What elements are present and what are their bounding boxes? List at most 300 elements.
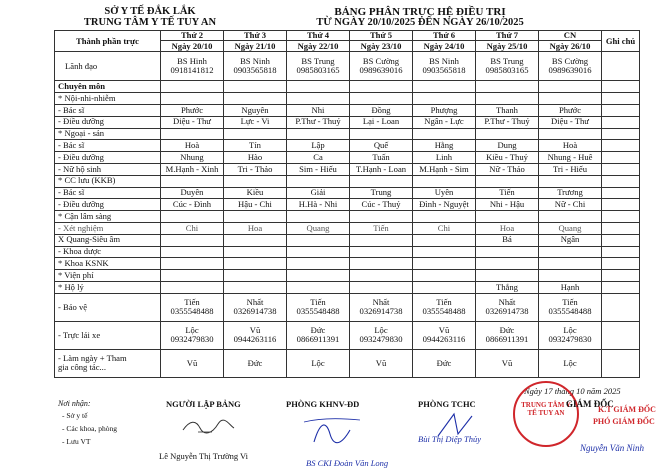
duty-row [55,175,640,187]
table-cell: Tín [224,140,287,152]
driver-row [55,321,640,349]
note-cell [602,152,640,164]
leader-phone: 0903565818 [422,65,466,76]
table-cell [350,211,413,223]
table-cell [413,175,476,187]
table-cell [539,293,602,321]
table-cell [161,81,224,93]
tchc-name: Bùi Thị Diệp Thủy [418,434,482,444]
row-label: - Bảo vệ [55,293,161,321]
document-title: BẢNG PHÂN TRỰC HỆ ĐIỀU TRỊ [334,6,506,18]
table-cell: Đức [224,349,287,377]
component-column-header: Thành phần trực [55,31,161,52]
table-cell [476,293,539,321]
note-cell [602,293,640,321]
table-cell: Lộc [539,349,602,377]
driver-name: Lộc [374,324,388,335]
note-cell [602,81,640,93]
note-cell [602,93,640,105]
row-label: Lãnh đạo [55,52,161,81]
table-cell: Tri - Hiếu [539,163,602,175]
table-cell: Diệu - Thư [161,116,224,128]
table-cell: Hoà [161,140,224,152]
table-cell: Hạnh [539,281,602,293]
table-cell: Nhung - Huê [539,152,602,164]
table-cell [476,258,539,270]
leader-name: BS Trung [301,56,335,66]
tchc-title: PHÒNG TCHC [418,399,476,409]
duty-row [55,199,640,211]
guard-name: Nhất [246,296,264,307]
table-cell: Vũ [476,349,539,377]
table-cell [350,128,413,140]
row-label: - Bác sĩ [55,140,161,152]
duty-row [55,105,640,117]
row-label: - Bác sĩ [55,105,161,117]
maker-name: Lê Nguyễn Thị Trường Vi [159,451,249,461]
leader-name: BS Trung [490,56,524,66]
leader-phone: 0989639016 [359,65,403,76]
leader-phone: 0918141812 [170,65,214,76]
table-cell [161,270,224,282]
table-cell: Kiều [224,187,287,199]
recipient-item: - Sở y tế [62,411,88,420]
table-cell [161,93,224,105]
guard-name: Tiến [562,296,578,307]
table-cell [350,321,413,349]
table-cell [350,293,413,321]
note-cell [602,222,640,234]
table-cell [224,234,287,246]
table-cell: Phượng [413,105,476,117]
row-label: * Cận lâm sàng [55,211,161,223]
note-cell [602,246,640,258]
row-label-line: - Làm ngày + Tham [58,352,127,363]
row-label: * Hộ lý [55,281,161,293]
table-cell [413,93,476,105]
table-cell [287,175,350,187]
row-label: X Quang-Siêu âm [55,234,161,246]
row-label [55,349,161,377]
table-cell [287,293,350,321]
table-cell: Phước [539,105,602,117]
row-label: - Điều dưỡng [55,116,161,128]
table-cell: Sim - Hiếu [287,163,350,175]
table-cell [287,211,350,223]
table-cell [539,93,602,105]
note-column-header: Ghi chú [602,31,640,52]
leader-name: BS Ninh [429,56,459,66]
table-cell: Quang [287,222,350,234]
leader-name: BS Cường [362,56,400,66]
table-cell [476,128,539,140]
table-cell: Diệu - Thư [539,116,602,128]
duty-row [55,246,640,258]
recipients-title: Nơi nhận: [58,399,91,408]
driver-name: Vũ [249,324,261,335]
duty-row [55,152,640,164]
note-cell [602,234,640,246]
guard-phone: 0355548488 [548,306,592,317]
guard-phone: 0355548488 [296,306,340,317]
issue-date: Ngày 17 tháng 10 năm 2025 [524,386,621,396]
table-cell: P.Thư - Thuỷ [476,116,539,128]
table-cell: Uyên [413,187,476,199]
table-cell [161,258,224,270]
table-cell: Nhi [287,105,350,117]
guard-name: Nhất [498,296,516,307]
table-cell [224,270,287,282]
table-cell [224,128,287,140]
table-cell [350,175,413,187]
table-cell: Đồng [350,105,413,117]
table-cell [539,52,602,81]
table-cell: Tiến [350,222,413,234]
table-cell [350,81,413,93]
driver-phone: 0932479830 [359,334,403,345]
table-cell: Tiến [476,187,539,199]
table-cell: Đức [413,349,476,377]
row-label: - Xét nghiệm [55,222,161,234]
org-name-line1: SỞ Y TẾ ĐẮK LẮK [104,6,196,17]
guard-row [55,293,640,321]
table-cell: Hằng [413,140,476,152]
note-cell [602,105,640,117]
seal-text: TRUNG TÂM Y TẾ TUY AN [521,401,571,417]
driver-phone: 0944263116 [422,334,466,345]
table-cell [161,293,224,321]
row-label: - Trực lái xe [55,321,161,349]
table-cell [224,52,287,81]
table-cell [350,93,413,105]
table-cell [413,321,476,349]
note-cell [602,140,640,152]
table-cell: Vũ [161,349,224,377]
table-cell [539,128,602,140]
table-cell [539,81,602,93]
note-cell [602,187,640,199]
date-header: Ngày 24/10 [413,41,476,52]
table-cell: Chi [161,222,224,234]
date-header: Ngày 22/10 [287,41,350,52]
table-cell: Hoà [539,140,602,152]
official-seal-icon [513,381,579,447]
table-cell [287,81,350,93]
duty-row [55,281,640,293]
table-cell: Hào [224,152,287,164]
table-cell [287,321,350,349]
driver-name: Đức [499,324,515,335]
date-header: Ngày 26/10 [539,41,602,52]
row-label: * Viện phí [55,270,161,282]
row-label: * Khoa KSNK [55,258,161,270]
table-cell [287,93,350,105]
table-cell: Lực - Vi [224,116,287,128]
table-cell [350,258,413,270]
table-cell [224,211,287,223]
table-cell [413,258,476,270]
table-cell [224,246,287,258]
table-cell [413,52,476,81]
table-cell: Thanh [476,105,539,117]
note-cell [602,163,640,175]
table-cell [476,175,539,187]
guard-phone: 0355548488 [422,306,466,317]
table-cell [224,258,287,270]
driver-name: Lộc [185,324,199,335]
table-cell: Ca [287,152,350,164]
duty-row [55,258,640,270]
leader-name: BS Hinh [177,56,207,66]
table-cell [224,281,287,293]
table-cell [413,211,476,223]
table-cell: Hậu - Chi [224,199,287,211]
khnv-name: BS CKI Đoàn Văn Long [306,458,389,468]
table-cell: Nguyên [224,105,287,117]
weekday-header: CN [539,31,602,41]
table-cell [476,246,539,258]
guard-phone: 0355548488 [170,306,214,317]
weekday-header: Thứ 2 [161,31,224,41]
table-cell [287,270,350,282]
guard-phone: 0326914738 [485,306,529,317]
note-cell [602,52,640,81]
table-cell: Nhi - Hậu [476,199,539,211]
leader-name: BS Cường [551,56,589,66]
table-cell: Nhung [161,152,224,164]
table-cell [161,211,224,223]
table-cell: Nữ - Thảo [476,163,539,175]
table-cell: Chi [413,222,476,234]
note-cell [602,175,640,187]
table-cell: Dung [476,140,539,152]
row-label: * Ngoại - sản [55,128,161,140]
row-label: Chuyên môn [55,81,161,93]
duty-row [55,93,640,105]
table-cell: Lại - Loan [350,116,413,128]
table-cell: Trương [539,187,602,199]
table-cell: Linh [413,152,476,164]
table-cell: Phước [161,105,224,117]
duty-row [55,128,640,140]
table-cell: Ngân - Lực [413,116,476,128]
table-cell [224,81,287,93]
leader-name: BS Ninh [240,56,270,66]
table-cell: Quế [350,140,413,152]
director-name: Nguyễn Văn Ninh [580,443,644,453]
table-cell [350,281,413,293]
table-cell: Đình - Nguyệt [413,199,476,211]
table-cell: Lộc [287,349,350,377]
org-name-line2: TRUNG TÂM Y TẾ TUY AN [83,17,217,28]
driver-name: Vũ [438,324,450,335]
table-cell [350,52,413,81]
table-cell [539,211,602,223]
table-cell: Tuấn [350,152,413,164]
weekday-header: Thứ 4 [287,31,350,41]
row-label: * CC lưu (KKB) [55,175,161,187]
table-cell [476,52,539,81]
table-cell: Kiều - Thuỷ [476,152,539,164]
duty-row [55,116,640,128]
table-cell: M.Hạnh - Sim [413,163,476,175]
note-cell [602,281,640,293]
driver-phone: 0932479830 [170,334,214,345]
table-cell [224,93,287,105]
row-label: - Điều dưỡng [55,152,161,164]
table-cell [539,246,602,258]
maker-signature-icon [178,416,238,438]
date-header: Ngày 21/10 [224,41,287,52]
leader-phone: 0903565818 [233,65,277,76]
table-header-weekday-row [55,31,640,41]
duty-row [55,81,640,93]
table-cell: M.Hạnh - Xinh [161,163,224,175]
table-cell: Hoa [476,222,539,234]
table-cell [350,234,413,246]
table-cell [413,281,476,293]
table-cell [476,93,539,105]
table-cell [539,321,602,349]
khnv-title: PHÒNG KHNV-ĐD [286,399,360,409]
weekday-header: Thứ 5 [350,31,413,41]
recipient-item: - Các khoa, phòng [62,424,117,433]
table-cell: Cúc - Đình [161,199,224,211]
table-cell [224,175,287,187]
table-cell [287,281,350,293]
table-cell: Giải [287,187,350,199]
driver-phone: 0866911391 [485,334,529,345]
note-cell [602,270,640,282]
duty-row [55,140,640,152]
weekday-header: Thứ 3 [224,31,287,41]
duty-schedule-table [54,30,640,378]
leader-phone: 0989639016 [548,65,592,76]
row-label: * Nội-nhi-nhiễm [55,93,161,105]
maker-title: NGƯỜI LẬP BẢNG [166,399,241,409]
row-label: - Điều dưỡng [55,199,161,211]
date-header: Ngày 23/10 [350,41,413,52]
director-title: GIÁM ĐỐC [566,399,614,409]
note-cell [602,349,640,377]
table-cell [539,258,602,270]
table-cell [476,81,539,93]
table-cell [413,293,476,321]
table-cell [161,246,224,258]
driver-phone: 0866911391 [296,334,340,345]
driver-phone: 0944263116 [233,334,277,345]
duty-row [55,234,640,246]
note-cell [602,211,640,223]
duty-rows [55,81,640,293]
table-cell [350,246,413,258]
table-cell [476,211,539,223]
guard-name: Nhất [372,296,390,307]
weekday-header: Thứ 6 [413,31,476,41]
row-label: - Khoa dược [55,246,161,258]
table-cell: Vũ [350,349,413,377]
table-cell [476,321,539,349]
table-cell: Tri - Thảo [224,163,287,175]
document-period: TỪ NGÀY 20/10/2025 ĐẾN NGÀY 26/10/2025 [316,17,524,28]
driver-phone: 0932479830 [548,334,592,345]
table-cell: P.Thư - Thuỷ [287,116,350,128]
table-cell [413,246,476,258]
table-cell: Duyên [161,187,224,199]
table-cell: Cúc - Thuỷ [350,199,413,211]
guard-phone: 0326914738 [233,306,277,317]
duty-row [55,222,640,234]
recipient-item: - Lưu VT [62,437,91,446]
row-label: - Nữ hộ sinh [55,163,161,175]
table-cell [224,293,287,321]
weekday-header: Thứ 7 [476,31,539,41]
leader-phone: 0985803165 [485,65,529,76]
guard-name: Tiến [184,296,200,307]
table-cell [413,234,476,246]
date-header: Ngày 20/10 [161,41,224,52]
table-cell: Ngân [539,234,602,246]
table-cell: Trung [350,187,413,199]
table-cell [161,52,224,81]
driver-name: Đức [310,324,326,335]
leader-phone: 0985803165 [296,65,340,76]
table-cell: Lập [287,140,350,152]
note-cell [602,321,640,349]
table-cell [287,234,350,246]
table-cell [161,175,224,187]
table-cell [224,321,287,349]
table-cell: Bá [476,234,539,246]
note-cell [602,116,640,128]
table-cell: Hoa [224,222,287,234]
table-cell [413,270,476,282]
table-cell [161,128,224,140]
table-cell [161,234,224,246]
table-cell [161,321,224,349]
duty-row [55,270,640,282]
date-header: Ngày 25/10 [476,41,539,52]
table-cell [161,281,224,293]
table-cell: Nữ - Chi [539,199,602,211]
table-cell [287,128,350,140]
guard-phone: 0326914738 [359,306,403,317]
note-cell [602,128,640,140]
stamp2-line2: PHÓ GIÁM ĐỐC [593,417,655,426]
table-cell [539,270,602,282]
driver-name: Lộc [563,324,577,335]
row-label-line: gia công tác... [58,362,106,373]
table-cell [350,270,413,282]
table-cell [476,270,539,282]
table-cell: Thắng [476,281,539,293]
table-cell: Quang [539,222,602,234]
row-label: - Bác sĩ [55,187,161,199]
table-cell [287,246,350,258]
table-cell [413,81,476,93]
guard-name: Tiến [310,296,326,307]
table-cell [287,52,350,81]
table-cell [539,175,602,187]
table-cell [413,128,476,140]
duty-row [55,211,640,223]
khnv-signature-icon [300,412,370,446]
duty-row [55,187,640,199]
table-cell: T.Hạnh - Loan [350,163,413,175]
leader-row [55,52,640,81]
duty-row [55,163,640,175]
table-cell [287,258,350,270]
